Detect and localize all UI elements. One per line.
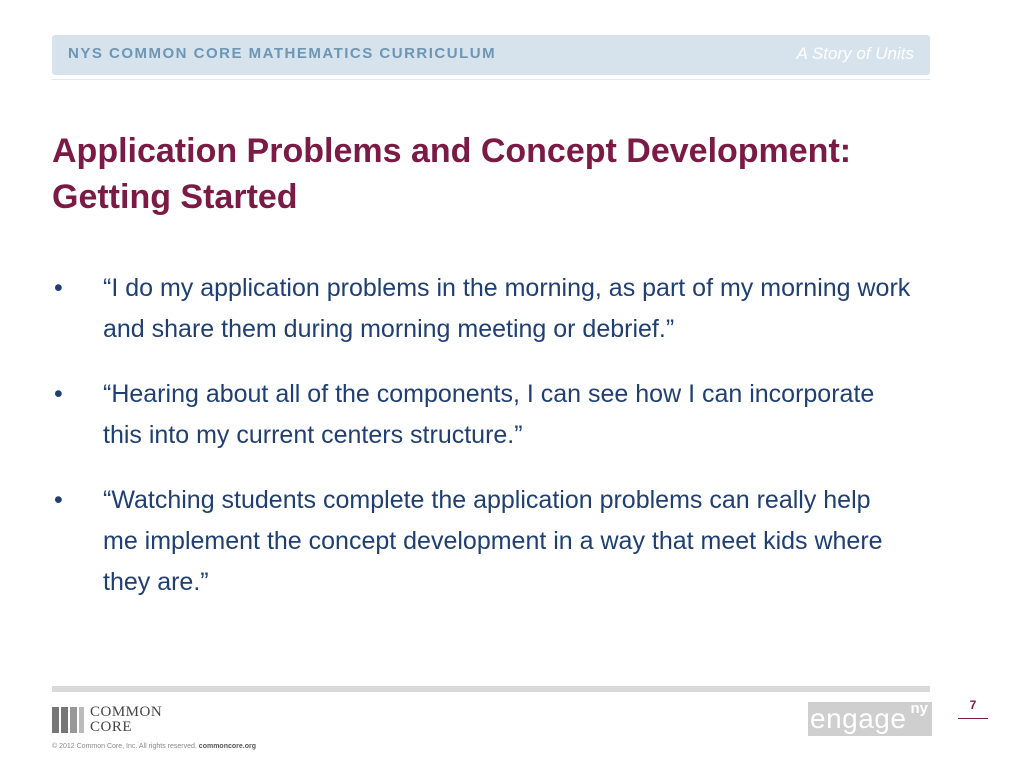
website-link[interactable]: commoncore.org [198,743,256,750]
logo-line1: COMMON [90,704,163,720]
logo-line2: CORE [90,719,133,735]
engage-wordmark: engage [810,703,907,734]
quote-item [52,374,912,456]
quote-item [52,480,912,603]
header-bar [52,35,930,75]
copyright-text: © 2012 Common Core, Inc. All rights reserved. [52,743,197,750]
slide-title-line2: Getting Started [52,178,298,216]
footer-divider [52,686,930,692]
bullet-icon: • [54,486,63,514]
quote-text: “I do my application problems in the morning, as part of my morning work and share them during morning meeting or debrief.” [103,274,911,343]
quote-text: “Hearing about all of the components, I can see how I can incorporate this into my current centers structure.” [103,380,875,449]
bullet-icon: • [54,380,63,408]
quote-list [52,268,912,627]
common-core-logo [52,705,192,737]
quote-item [52,268,912,350]
engage-ny-superscript: ny [910,700,928,717]
slide-title-line1: Application Problems and Concept Development: [52,132,852,170]
series-label: A Story of Units [796,44,914,63]
header-divider [52,79,930,80]
slide-title [52,128,1002,220]
engage-ny-logo [808,702,932,736]
copyright-notice [52,743,256,750]
page-number: 7 [958,698,988,719]
curriculum-label: NYS COMMON CORE MATHEMATICS CURRICULUM [68,45,497,62]
bullet-icon: • [54,274,63,302]
quote-text: “Watching students complete the application problems can really help me implement the concept development in a way that meet kids where they are.” [103,486,883,596]
common-core-wordmark [90,705,162,735]
